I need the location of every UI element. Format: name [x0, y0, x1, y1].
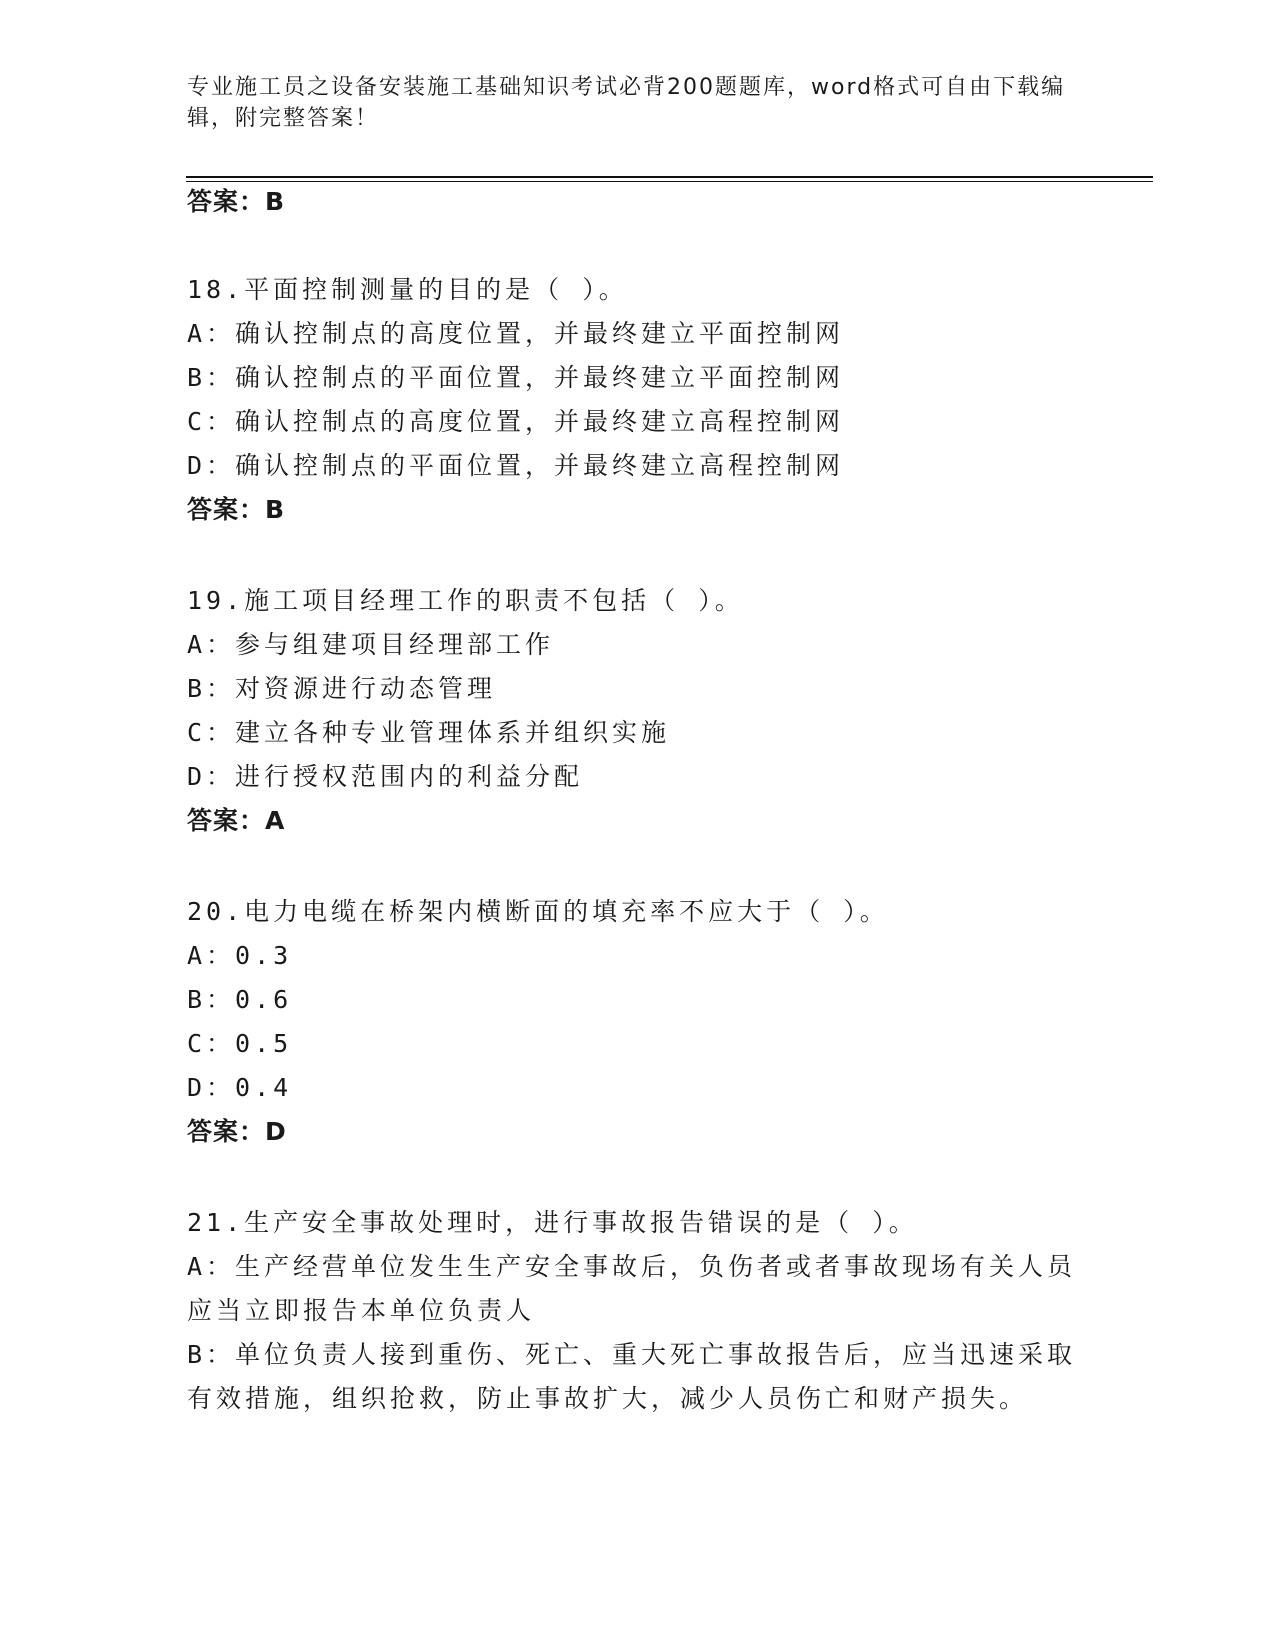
- option-a: A：参与组建项目经理部工作: [187, 630, 555, 659]
- document-header: [187, 72, 1077, 134]
- option-a: A：0.3: [187, 941, 293, 970]
- option-d: D：0.4: [187, 1073, 293, 1102]
- header-title: 专业施工员之设备安装施工基础知识考试必背200题题库，word格式可自由下载编辑，附完整答案！: [187, 75, 1066, 131]
- option-d: D：进行授权范围内的利益分配: [187, 762, 584, 791]
- option-c: C：确认控制点的高度位置，并最终建立高程控制网: [187, 407, 845, 436]
- option-b: B：0.6: [187, 985, 293, 1014]
- question-stem: 19.施工项目经理工作的职责不包括（ ）。: [187, 586, 744, 615]
- option-c: C：0.5: [187, 1029, 293, 1058]
- question-stem: 18.平面控制测量的目的是（ ）。: [187, 275, 628, 304]
- question-stem: 21.生产安全事故处理时，进行事故报告错误的是（ ）。: [187, 1208, 918, 1237]
- answer-line: 答案：B: [187, 495, 286, 524]
- option-b: B：对资源进行动态管理: [187, 674, 497, 703]
- option-a: A：确认控制点的高度位置，并最终建立平面控制网: [187, 319, 845, 348]
- option-a-continued: 应当立即报告本单位负责人: [187, 1296, 536, 1325]
- question-stem: 20.电力电缆在桥架内横断面的填充率不应大于（ ）。: [187, 897, 889, 926]
- header-divider-bottom: [186, 181, 1153, 182]
- answer-line: 答案：A: [187, 806, 286, 835]
- answer-line: 答案：D: [187, 1117, 287, 1146]
- option-d: D：确认控制点的平面位置，并最终建立高程控制网: [187, 451, 845, 480]
- option-b: B：确认控制点的平面位置，并最终建立平面控制网: [187, 363, 845, 392]
- option-b: B：单位负责人接到重伤、死亡、重大死亡事故报告后，应当迅速采取: [187, 1340, 1077, 1369]
- option-a: A：生产经营单位发生生产安全事故后，负伤者或者事故现场有关人员: [187, 1252, 1077, 1281]
- answer-line: 答案：B: [187, 187, 286, 216]
- option-c: C：建立各种专业管理体系并组织实施: [187, 718, 671, 747]
- option-b-continued: 有效措施，组织抢救，防止事故扩大，减少人员伤亡和财产损失。: [187, 1384, 1029, 1413]
- header-divider-top: [186, 176, 1153, 178]
